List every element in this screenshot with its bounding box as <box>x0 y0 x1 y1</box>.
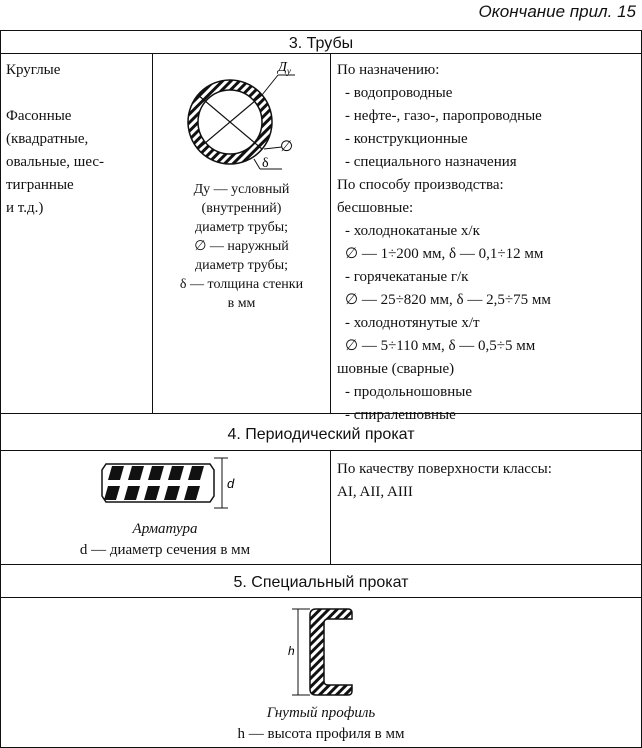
divider <box>0 413 642 415</box>
legend-line: Ду — условный <box>193 182 290 197</box>
divider <box>0 597 642 599</box>
label-d: d <box>227 476 235 491</box>
classification-line: По способу производства: <box>337 177 504 193</box>
profile-description: h — высота профиля в мм <box>237 726 405 742</box>
label-du: $Д_у$ <box>278 60 291 76</box>
section-header-pipes: 3. Трубы <box>288 35 354 52</box>
label-h: h <box>288 644 295 658</box>
classification-line: - конструкционные <box>345 131 468 147</box>
divider <box>0 53 642 55</box>
pipe-type-line: Круглые <box>6 62 61 78</box>
divider <box>330 450 332 564</box>
legend-line: (внутренний) <box>201 201 282 216</box>
section-header-special: 5. Специальный прокат <box>233 574 409 591</box>
legend-line: ∅ — наружный <box>194 239 289 254</box>
classification-line: - холоднокатаные х/к <box>345 223 480 239</box>
class-line: AI, AII, AIII <box>337 484 413 500</box>
classification-line: По назначению: <box>337 62 440 78</box>
rebar-description: d — диаметр сечения в мм <box>79 542 251 558</box>
rebar-diagram <box>98 456 248 512</box>
legend-line: диаметр трубы; <box>194 220 289 235</box>
classification-line: - спиралешовные <box>345 407 456 423</box>
pipe-type-line: Фасонные <box>6 108 72 124</box>
classification-line: - нефте-, газо-, паропроводные <box>345 108 542 124</box>
pipe-type-line: (квадратные, <box>6 131 89 147</box>
bent-profile-diagram <box>282 603 372 703</box>
rebar-classes <box>337 458 637 504</box>
classification-line: ∅ — 1÷200 мм, δ — 0,1÷12 мм <box>345 246 544 262</box>
classification-line: - специального назначения <box>345 154 517 170</box>
pipe-classification <box>337 59 637 427</box>
classification-line: - холоднотянутые х/т <box>345 315 480 331</box>
legend-line: δ — толщина стенки <box>179 277 304 292</box>
pipe-cross-section-diagram <box>170 55 320 175</box>
pipe-legend <box>153 180 330 313</box>
label-outer-diameter: ∅ <box>280 139 294 155</box>
legend-line: диаметр трубы; <box>194 258 289 273</box>
divider <box>0 564 642 566</box>
pipe-type-line <box>6 82 151 105</box>
classification-line: - продольношовные <box>345 384 473 400</box>
rebar-name: Арматура <box>132 521 198 537</box>
label-thickness: δ <box>262 156 269 171</box>
classification-line: шовные (сварные) <box>337 361 455 377</box>
pipe-types <box>6 59 151 220</box>
divider <box>330 53 332 413</box>
classification-line: бесшовные: <box>337 200 414 216</box>
classification-line: - горячекатаные г/к <box>345 269 469 285</box>
classification-line: ∅ — 25÷820 мм, δ — 2,5÷75 мм <box>345 292 551 308</box>
pipe-type-line: тигранные <box>6 177 74 193</box>
pipe-type-line: овальные, шес- <box>6 154 104 170</box>
classification-line: - водопроводные <box>345 85 453 101</box>
legend-line: в мм <box>227 296 256 311</box>
classification-line: ∅ — 5÷110 мм, δ — 0,5÷5 мм <box>345 338 536 354</box>
class-line: По качеству поверхности классы: <box>337 461 552 477</box>
section-header-periodic: 4. Периодический прокат <box>227 426 415 443</box>
profile-name: Гнутый профиль <box>266 705 376 721</box>
divider <box>0 450 642 452</box>
appendix-caption: Окончание прил. 15 <box>478 2 636 21</box>
pipe-type-line: и т.д.) <box>6 200 44 216</box>
